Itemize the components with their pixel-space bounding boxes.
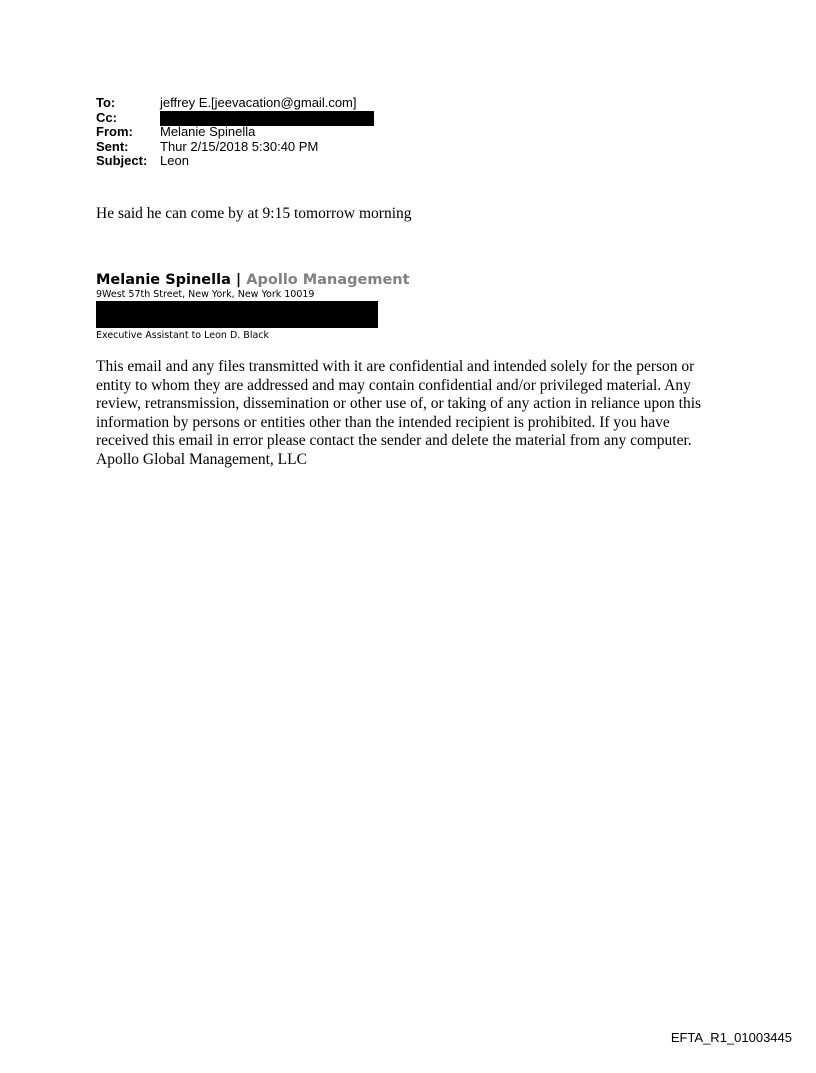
disclaimer-line: received this email in error please contact the sender and delete the material from any computer. — [96, 432, 692, 449]
email-header — [96, 96, 374, 169]
sent-row — [96, 140, 374, 155]
from-row — [96, 125, 374, 140]
disclaimer-line: entity to whom they are addressed and may contain confidential and/or privileged material. Any — [96, 376, 691, 394]
subject-label: Subject: — [96, 153, 148, 168]
disclaimer-line: This email and any files transmitted with it are confidential and intended solely for the person or — [96, 358, 695, 375]
message-body: He said he can come by at 9:15 tomorrow morning — [96, 205, 412, 222]
disclaimer-line: information by persons or entities other than the intended recipient is prohibited. If you have — [96, 413, 670, 431]
sent-label: Sent: — [96, 138, 129, 154]
disclaimer-line: Apollo Global Management, LLC — [96, 450, 307, 468]
signature-title: Executive Assistant to Leon D. Black — [96, 330, 270, 341]
sent-value: Thur 2/15/2018 5:30:40 PM — [160, 138, 319, 154]
disclaimer-line: review, retransmission, dissemination or other use of, or taking of any action in reliance upon this — [96, 395, 702, 412]
signature-address: 9West 57th Street, New York, New York 10019 — [96, 289, 315, 300]
email-signature — [96, 272, 410, 342]
signature-redaction-bar — [96, 301, 378, 328]
confidentiality-disclaimer — [96, 358, 736, 469]
bates-number: EFTA_R1_01003445 — [670, 1030, 792, 1045]
to-label: To: — [96, 95, 116, 110]
signature-name-line — [96, 272, 410, 289]
to-row — [96, 96, 374, 111]
signature-company: Apollo Management — [246, 272, 410, 288]
signature-name: Melanie Spinella — [96, 272, 231, 288]
signature-separator: | — [230, 272, 247, 288]
to-value: jeffrey E.[jeevacation@gmail.com] — [160, 95, 357, 110]
cc-label: Cc: — [96, 109, 117, 125]
subject-value: Leon — [160, 153, 189, 168]
subject-row — [96, 154, 374, 169]
from-label: From: — [96, 124, 133, 139]
from-value: Melanie Spinella — [160, 124, 256, 139]
cc-row — [96, 111, 374, 126]
